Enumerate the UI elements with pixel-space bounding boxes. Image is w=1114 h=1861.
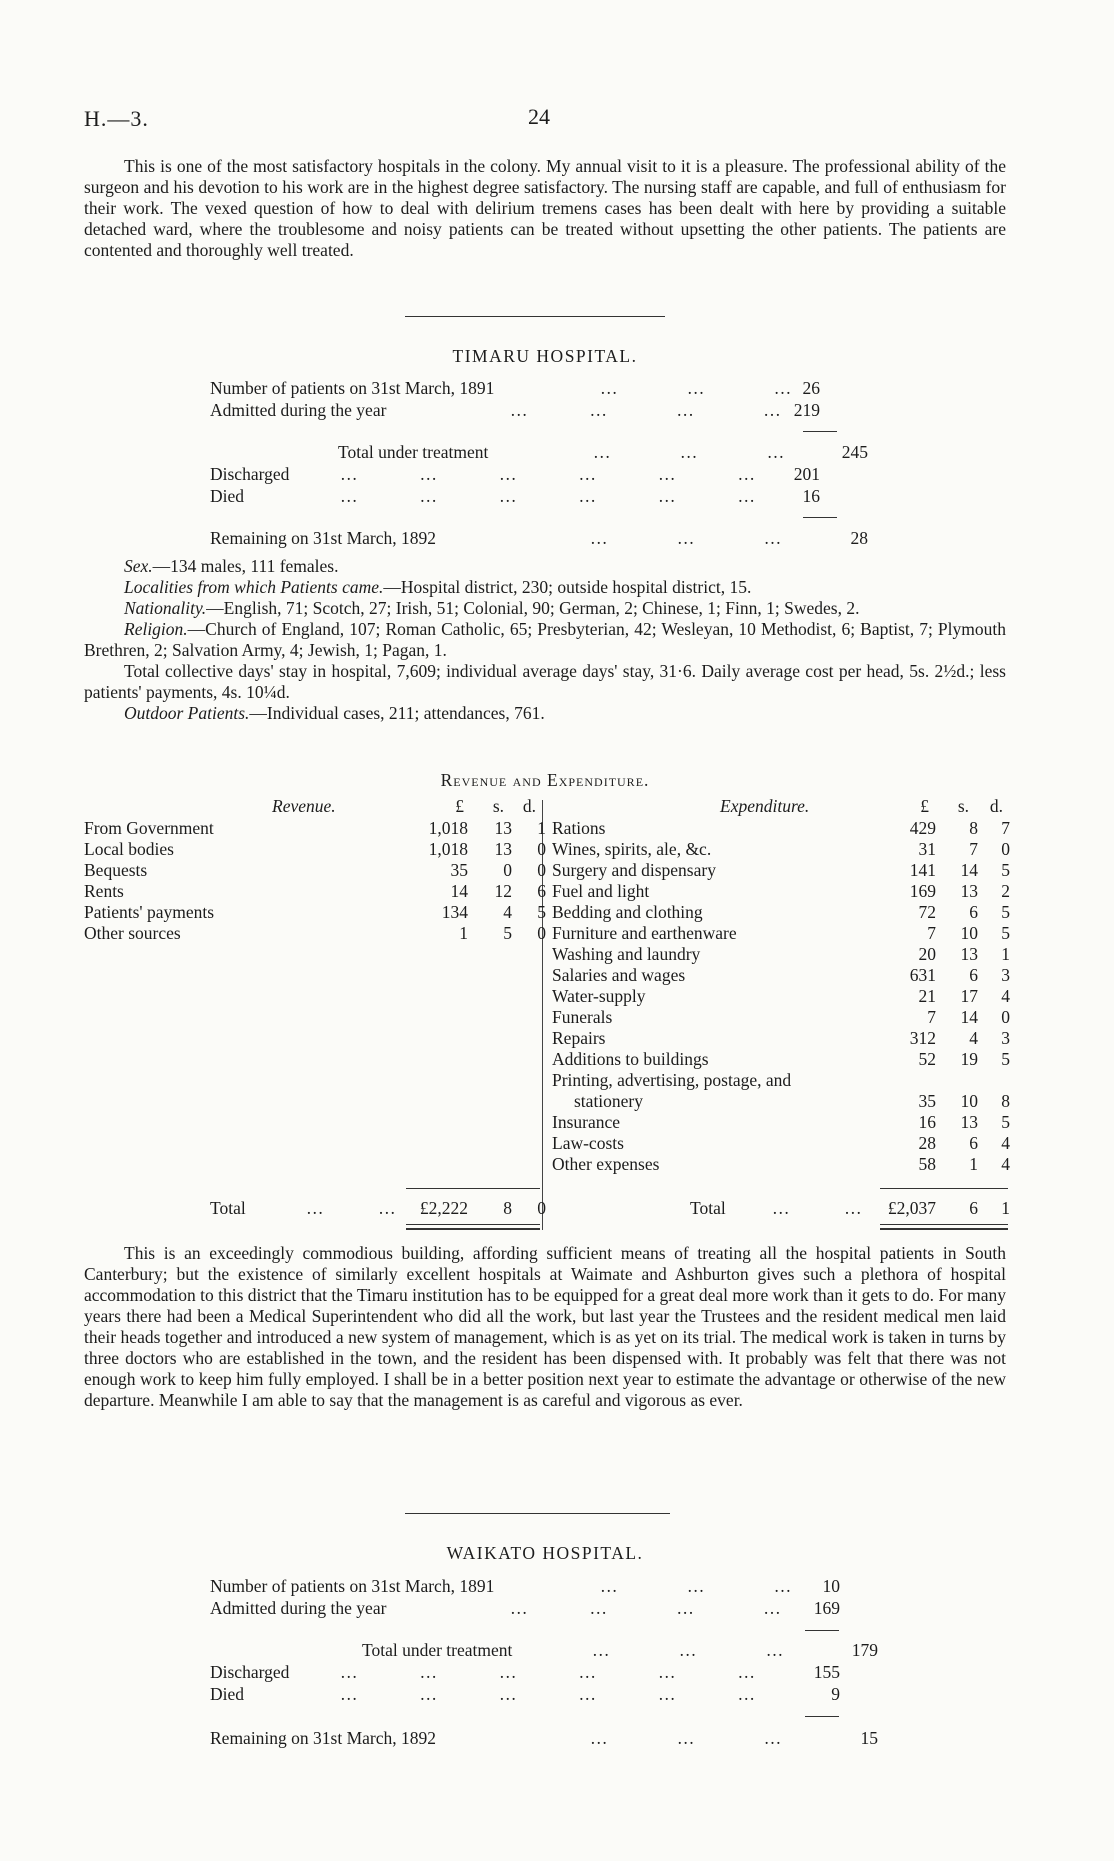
expenditure-total-row: Total … … £2,037 6 1 [690, 1198, 1010, 1218]
expenditure-label: stationery [574, 1091, 644, 1111]
localities-label: Localities from which Patients came. [124, 577, 384, 597]
revenue-total-rule [406, 1188, 540, 1189]
revenue-label: Other sources [84, 923, 181, 943]
timaru-details [84, 556, 1006, 724]
timaru-stat-row: Died … … … … … … 16 [210, 486, 820, 506]
expenditure-shillings: 14 [960, 1007, 978, 1027]
stat-value: 219 [793, 400, 820, 420]
sum-rule [803, 431, 837, 432]
expenditure-shillings: 19 [960, 1049, 978, 1069]
revenue-label: Local bodies [84, 839, 174, 859]
expenditure-pounds: 28 [918, 1133, 936, 1153]
religion-value: —Church of England, 107; Roman Catholic, 65; Presbyterian, 42; Wesleyan, 10 Methodist, 6; Baptist, 7; Plymouth Brethren, 2; Salvation Army, 4; Jewish, 1; Pagan, 1. [84, 619, 1006, 660]
total-label: Total [210, 1198, 246, 1218]
revenue-pence: 6 [537, 881, 546, 901]
expenditure-pounds: 52 [918, 1049, 936, 1069]
sum-rule [805, 1716, 839, 1717]
expenditure-shillings: 13 [960, 944, 978, 964]
expenditure-pence: 5 [1001, 1049, 1010, 1069]
revenue-pence: 0 [537, 839, 546, 859]
revenue-pounds: 14 [450, 881, 468, 901]
timaru-stat-row: Discharged … … … … … … 201 [210, 464, 820, 484]
sex-value: —134 males, 111 females. [152, 556, 339, 576]
expenditure-shillings: 10 [960, 923, 978, 943]
stat-label: Remaining on 31st March, 1892 [210, 1728, 437, 1748]
expenditure-row [552, 1070, 1010, 1091]
stat-label: Number of patients on 31st March, 1891 [210, 378, 495, 398]
total-pence: 1 [1001, 1198, 1010, 1218]
expenditure-row [552, 1049, 1010, 1070]
stat-label: Number of patients on 31st March, 1891 [210, 1576, 495, 1596]
stat-value: 155 [813, 1662, 840, 1682]
expenditure-shillings: 17 [960, 986, 978, 1006]
expenditure-shillings: 13 [960, 881, 978, 901]
revenue-pounds: 1,018 [428, 839, 468, 859]
expenditure-row [552, 839, 1010, 860]
timaru-stat-row: Number of patients on 31st March, 1891 … … … 26 [210, 378, 820, 398]
stat-value: 26 [802, 378, 820, 398]
stat-value: 245 [841, 442, 868, 462]
revenue-col-headers [430, 796, 540, 817]
revenue-shillings: 13 [494, 818, 512, 838]
revenue-pounds: 1,018 [428, 818, 468, 838]
revenue-double-rule [406, 1224, 540, 1230]
timaru-stat-row: Remaining on 31st March, 1892 … … … 28 [210, 528, 868, 548]
religion-line [84, 619, 1006, 661]
expenditure-pounds: 169 [909, 881, 936, 901]
stat-value: 16 [802, 486, 820, 506]
stat-label: Total under treatment [338, 442, 489, 462]
outdoor-value: —Individual cases, 211; attendances, 761. [249, 703, 545, 723]
stat-value: 9 [831, 1684, 840, 1704]
stat-value: 28 [850, 528, 868, 548]
outdoor-line [84, 703, 1006, 724]
expenditure-label: Fuel and light [552, 881, 650, 901]
section-divider [405, 1513, 670, 1514]
stat-value: 15 [860, 1728, 878, 1748]
total-pence: 0 [537, 1198, 546, 1218]
expenditure-pounds: 631 [909, 965, 936, 985]
expenditure-row [552, 818, 1010, 839]
revenue-pounds: 134 [441, 902, 468, 922]
expenditure-shillings: 13 [960, 1112, 978, 1132]
revenue-shillings: 4 [503, 902, 512, 922]
outdoor-label: Outdoor Patients. [124, 703, 250, 723]
col-shillings: s. [492, 796, 504, 816]
revenue-row [84, 881, 546, 902]
stat-label: Died [210, 486, 245, 506]
expenditure-pence: 5 [1001, 923, 1010, 943]
religion-label: Religion. [124, 619, 188, 639]
stat-label: Admitted during the year [210, 400, 387, 420]
expenditure-label: Rations [552, 818, 606, 838]
revenue-pence: 1 [537, 818, 546, 838]
expenditure-pounds: 21 [918, 986, 936, 1006]
stat-value: 179 [851, 1640, 878, 1660]
expenditure-pence: 0 [1001, 839, 1010, 859]
expenditure-label: Wines, spirits, ale, &c. [552, 839, 712, 859]
total-pounds: £2,037 [887, 1198, 936, 1218]
revenue-heading-text: Revenue. [272, 796, 336, 816]
timaru-stat-row: Total under treatment … … … 245 [338, 442, 868, 462]
intro-paragraph [84, 156, 1006, 261]
expenditure-pounds: 31 [918, 839, 936, 859]
nationality-value: —English, 71; Scotch, 27; Irish, 51; Colonial, 90; German, 2; Chinese, 1; Finn, 1; Swedes, 2. [206, 598, 860, 618]
expenditure-label: Other expenses [552, 1154, 660, 1174]
expenditure-pence: 0 [1001, 1007, 1010, 1027]
expenditure-row [552, 1112, 1010, 1133]
expenditure-col-headers [895, 796, 1015, 817]
expenditure-pence: 3 [1001, 1028, 1010, 1048]
col-pence: d. [989, 796, 1003, 816]
expenditure-pounds: 312 [909, 1028, 936, 1048]
page-number: 24 [528, 104, 550, 129]
stay-line: Total collective days' stay in hospital, 7,609; individual average days' stay, 31·6. Daily average cost per head, 5s. 2½d.; less patients' payments, 4s. 10¼d. [84, 661, 1006, 702]
expenditure-label: Surgery and dispensary [552, 860, 716, 880]
expenditure-pence: 7 [1001, 818, 1010, 838]
expenditure-shillings: 10 [960, 1091, 978, 1111]
revenue-row [84, 860, 546, 881]
expenditure-row [552, 965, 1010, 986]
revenue-row [84, 818, 546, 839]
expenditure-label: Bedding and clothing [552, 902, 703, 922]
col-pounds: £ [455, 796, 464, 816]
sex-line [84, 556, 1006, 577]
total-pounds: £2,222 [419, 1198, 468, 1218]
expenditure-row [552, 1133, 1010, 1154]
col-pence: d. [522, 796, 536, 816]
timaru-commentary [84, 1243, 1006, 1411]
intro-paragraph-text: This is one of the most satisfactory hospitals in the colony. My annual visit to it is a pleasure. The professional ability of the surgeon and his devotion to his work are in the highest degree satisfactory. The nursing staff are capable, and full of enthusiasm for their work. The vexed question of how to deal with delirium tremens cases has been dealt with here by providing a suitable detached ward, where the troublesome and noisy patients can be treated without upsetting the other patients. The patients are contented and thoroughly well treated. [84, 156, 1006, 260]
expenditure-heading [720, 796, 809, 817]
waikato-stat-row: Discharged … … … … … … 155 [210, 1662, 840, 1682]
revenue-label: Rents [84, 881, 124, 901]
stat-value: 169 [813, 1598, 840, 1618]
expenditure-pounds: 16 [918, 1112, 936, 1132]
expenditure-shillings: 4 [969, 1028, 978, 1048]
stat-label: Total under treatment [362, 1640, 513, 1660]
col-shillings: s. [957, 796, 969, 816]
expenditure-pence: 4 [1001, 986, 1010, 1006]
stat-label: Discharged [210, 464, 290, 484]
stat-label: Discharged [210, 1662, 290, 1682]
expenditure-pounds: 429 [909, 818, 936, 838]
expenditure-pence: 5 [1001, 1112, 1010, 1132]
expenditure-pence: 5 [1001, 902, 1010, 922]
expenditure-pence: 4 [1001, 1133, 1010, 1153]
expenditure-shillings: 6 [969, 965, 978, 985]
expenditure-double-rule [880, 1224, 1008, 1230]
expenditure-label: Water-supply [552, 986, 646, 1006]
stat-label: Admitted during the year [210, 1598, 387, 1618]
expenditure-row [552, 1091, 1010, 1112]
col-pounds: £ [920, 796, 929, 816]
waikato-stat-row: Number of patients on 31st March, 1891 … … … 10 [210, 1576, 840, 1596]
expenditure-pounds: 7 [927, 1007, 936, 1027]
expenditure-label: Printing, advertising, postage, and [552, 1070, 792, 1090]
revenue-row [84, 902, 546, 923]
revenue-pence: 5 [537, 902, 546, 922]
expenditure-heading-text: Expenditure. [720, 796, 810, 816]
expenditure-row [552, 1028, 1010, 1049]
revenue-shillings: 12 [494, 881, 512, 901]
expenditure-shillings: 14 [960, 860, 978, 880]
expenditure-pence: 1 [1001, 944, 1010, 964]
expenditure-shillings: 7 [969, 839, 978, 859]
revenue-row [84, 923, 546, 944]
sex-label: Sex. [124, 556, 153, 576]
expenditure-label: Funerals [552, 1007, 613, 1027]
expenditure-row [552, 923, 1010, 944]
expenditure-label: Washing and laundry [552, 944, 701, 964]
expenditure-row [552, 860, 1010, 881]
expenditure-label: Furniture and earthenware [552, 923, 737, 943]
expenditure-pence: 5 [1001, 860, 1010, 880]
expenditure-total-rule [880, 1188, 1008, 1189]
expenditure-pounds: 20 [918, 944, 936, 964]
localities-line [84, 577, 1006, 598]
expenditure-shillings: 1 [969, 1154, 978, 1174]
expenditure-row [552, 881, 1010, 902]
revenue-heading [272, 796, 336, 817]
localities-value: —Hospital district, 230; outside hospital district, 15. [383, 577, 752, 597]
expenditure-pounds: 141 [909, 860, 936, 880]
waikato-title: WAIKATO HOSPITAL. [446, 1543, 644, 1563]
revenue-label: Bequests [84, 860, 148, 880]
waikato-stat-row: Remaining on 31st March, 1892 … … … 15 [210, 1728, 878, 1748]
expenditure-pence: 8 [1001, 1091, 1010, 1111]
expenditure-label: Salaries and wages [552, 965, 686, 985]
revenue-shillings: 13 [494, 839, 512, 859]
revenue-label: From Government [84, 818, 214, 838]
expenditure-shillings: 8 [969, 818, 978, 838]
expenditure-pounds: 7 [927, 923, 936, 943]
revenue-shillings: 0 [503, 860, 512, 880]
sum-rule [805, 1630, 839, 1631]
waikato-stat-row: Admitted during the year … … … … 169 [210, 1598, 840, 1618]
revenue-shillings: 5 [503, 923, 512, 943]
expenditure-label: Insurance [552, 1112, 621, 1132]
expenditure-pounds: 72 [918, 902, 936, 922]
expenditure-pence: 4 [1001, 1154, 1010, 1174]
timaru-commentary-text: This is an exceedingly commodious building, affording sufficient means of treating all the hospital patients in South Canterbury; but the existence of similarly excellent hospitals at Waimate and Ashburton gives such a plethora of hospital accommodation to this district that the Timaru institution has to be equipped for a great deal more work than it gets to do. For many years there had been a Medical Superintendent who did all the work, but last year the Trustees and the resident medical men laid their heads together and introduced a new system of management, which is as yet on its trial. The medical work is taken in turns by three doctors who are established in the town, and the resident has been dispensed with. It probably was felt that there was not enough work to keep him fully employed. I shall be in a better position next year to estimate the advantage or otherwise of the new departure. Meanwhile I am able to say that the management is as careful and vigorous as ever. [84, 1243, 1006, 1410]
document-reference: H.—3. [84, 106, 149, 131]
nationality-line [84, 598, 1006, 619]
revenue-total-row: Total … … £2,222 8 0 [210, 1198, 546, 1218]
revenue-pounds: 35 [450, 860, 468, 880]
section-divider [405, 316, 665, 317]
revenue-pence: 0 [537, 923, 546, 943]
expenditure-row [552, 986, 1010, 1007]
expenditure-row [552, 1154, 1010, 1175]
total-label: Total [690, 1198, 726, 1218]
stat-value: 201 [793, 464, 820, 484]
sum-rule [803, 517, 837, 518]
expenditure-pounds: 35 [918, 1091, 936, 1111]
total-shillings: 6 [969, 1198, 978, 1218]
stat-label: Died [210, 1684, 245, 1704]
expenditure-label: Repairs [552, 1028, 606, 1048]
expenditure-row [552, 902, 1010, 923]
expenditure-label: Additions to buildings [552, 1049, 709, 1069]
stat-value: 10 [822, 1576, 840, 1596]
finance-title: Revenue and Expenditure. [440, 770, 650, 790]
stat-label: Remaining on 31st March, 1892 [210, 528, 437, 548]
expenditure-label: Law-costs [552, 1133, 624, 1153]
expenditure-pence: 3 [1001, 965, 1010, 985]
expenditure-shillings: 6 [969, 1133, 978, 1153]
expenditure-row [552, 944, 1010, 965]
timaru-title: TIMARU HOSPITAL. [452, 346, 638, 366]
expenditure-row [552, 1007, 1010, 1028]
waikato-stat-row: Total under treatment … … … 179 [362, 1640, 878, 1660]
waikato-stat-row: Died … … … … … … 9 [210, 1684, 840, 1704]
expenditure-pence: 2 [1001, 881, 1010, 901]
total-shillings: 8 [503, 1198, 512, 1218]
timaru-stat-row: Admitted during the year … … … … 219 [210, 400, 820, 420]
expenditure-shillings: 6 [969, 902, 978, 922]
nationality-label: Nationality. [124, 598, 207, 618]
expenditure-pounds: 58 [918, 1154, 936, 1174]
revenue-pence: 0 [537, 860, 546, 880]
revenue-label: Patients' payments [84, 902, 215, 922]
revenue-row [84, 839, 546, 860]
revenue-pounds: 1 [459, 923, 468, 943]
